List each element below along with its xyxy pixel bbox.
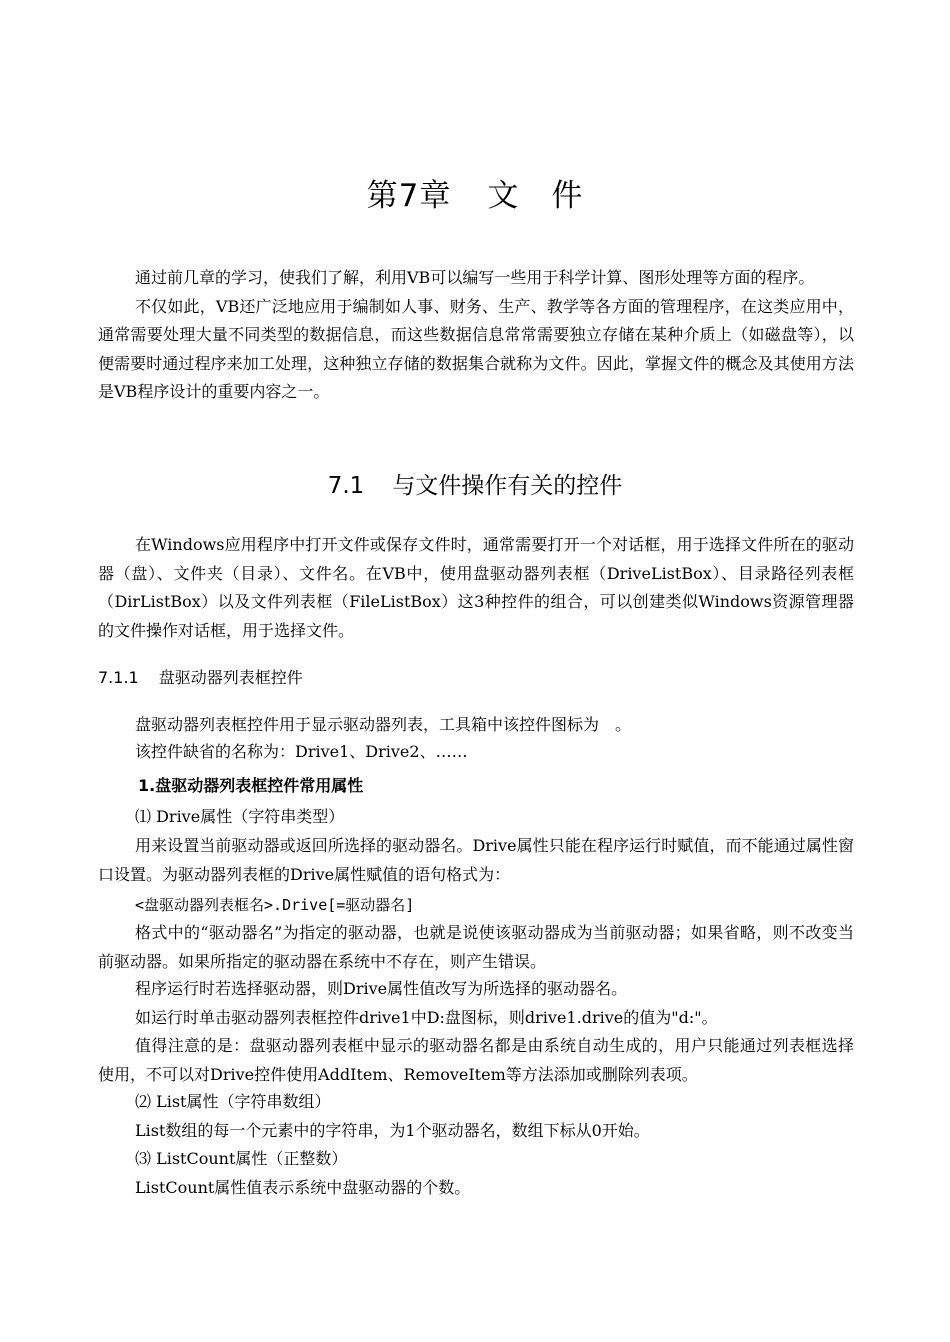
intro-paragraph-2: 不仅如此，VB还广泛地应用于编制如人事、财务、生产、教学等各方面的管理程序，在这类应用中，通常需要处理大量不同类型的数据信息，而这些数据信息常常需要独立存储在某种介质上（如磁盘等），以便需要时通过程序来加工处理，这种独立存储的数据集合就称为文件。因此，掌握文件的概念及其使用方法是VB程序设计的重要内容之一。 (98, 296, 854, 401)
chapter-title (0, 170, 950, 215)
property-drive-heading: ⑴ Drive属性（字符串类型） (135, 807, 345, 826)
listcount-description: ListCount属性值表示系统中盘驱动器的个数。 (135, 1178, 471, 1197)
chapter-name: 文 件 (487, 178, 584, 214)
drive-note-paragraph: 值得注意的是：盘驱动器列表框中显示的驱动器名都是由系统自动生成的，用户只能通过列表框选择使用，不可以对Drive控件使用AddItem、RemoveItem等方法添加或删除列表项。 (98, 1036, 854, 1084)
drive-example-line: 如运行时单击驱动器列表框控件drive1中D:盘图标，则drive1.drive的值为"d:"。 (135, 1008, 718, 1027)
list-description: List数组的每一个元素中的字符串，为1个驱动器名，数组下标从0开始。 (135, 1121, 650, 1140)
subsection-number: 7.1.1 (98, 668, 139, 687)
body-line-1: 盘驱动器列表框控件用于显示驱动器列表，工具箱中该控件图标为 。 (135, 715, 632, 734)
drive-description-block (98, 832, 854, 889)
section-name: 与文件操作有关的控件 (392, 473, 623, 499)
drive-runtime-line: 程序运行时若选择驱动器，则Drive属性值改写为所选择的驱动器名。 (135, 979, 628, 998)
drive-format-block (98, 919, 854, 976)
properties-heading: 1.盘驱动器列表框控件常用属性 (138, 776, 364, 795)
body-line-2: 该控件缺省的名称为：Drive1、Drive2、…… (135, 742, 468, 761)
section-block (98, 531, 854, 645)
syntax-line (135, 891, 414, 919)
section-paragraph: 在Windows应用程序中打开文件或保存文件时，通常需要打开一个对话框，用于选择文件所在的驱动器（盘）、文件夹（目录）、文件名。在VB中，使用盘驱动器列表框（DriveListBox）、目录路径列表框（DirListBox）以及文件列表框（FileListBox）这3种控件的组合，可以创建类似Windows资源管理器的文件操作对话框，用于选择文件。 (98, 535, 854, 640)
property-listcount-heading: ⑶ ListCount属性（正整数） (135, 1149, 348, 1168)
intro-block (98, 264, 854, 407)
intro-paragraph-1: 通过前几章的学习，使我们了解，利用VB可以编写一些用于科学计算、图形处理等方面的程序。 (135, 268, 815, 287)
chapter-number: 第7章 (366, 178, 452, 214)
drive-note-block (98, 1032, 854, 1089)
drive-format-paragraph: 格式中的“驱动器名”为指定的驱动器，也就是说使该驱动器成为当前驱动器；如果省略，则不改变当前驱动器。如果所指定的驱动器在系统中不存在，则产生错误。 (98, 923, 854, 971)
syntax-text: <盘驱动器列表框名>.Drive[=驱动器名] (135, 896, 415, 914)
subsection-name: 盘驱动器列表框控件 (158, 668, 303, 687)
property-list-heading: ⑵ List属性（字符串数组） (135, 1092, 331, 1111)
section-number: 7.1 (327, 473, 365, 499)
subsection-title (98, 665, 303, 688)
section-title (0, 467, 950, 500)
drive-description: 用来设置当前驱动器或返回所选择的驱动器名。Drive属性只能在程序运行时赋值，而不能通过属性窗口设置。为驱动器列表框的Drive属性赋值的语句格式为： (98, 836, 854, 884)
